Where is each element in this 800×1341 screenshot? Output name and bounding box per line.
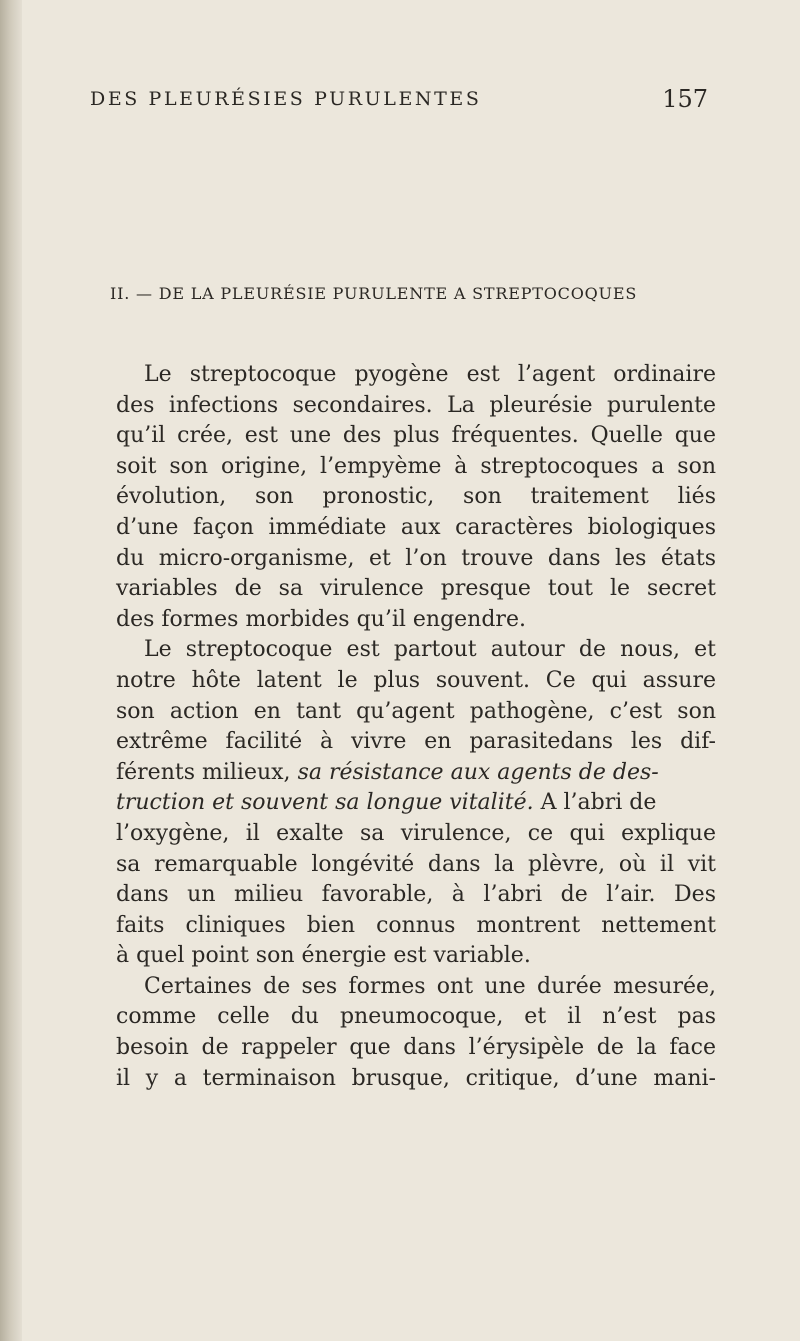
page-number: 157: [662, 85, 708, 113]
running-head: [90, 85, 708, 118]
text-line: l’oxygène, il exalte sa virulence, ce qui explique: [116, 820, 716, 846]
text-line: à quel point son énergie est variable.: [116, 943, 531, 969]
text-line: extrême facilité à vivre en parasitedans les dif-: [116, 729, 716, 755]
text-line: faits cliniques bien connus montrent nettement: [116, 912, 716, 938]
text-line: notre hôte latent le plus souvent. Ce qui assure: [116, 667, 716, 693]
text-line: sa remarquable longévité dans la plèvre, où il vit: [116, 851, 716, 877]
body-text: [116, 360, 716, 1094]
text-line: Le streptocoque est partout autour de nous, et: [144, 637, 716, 663]
italic-text-run: truction et souvent sa longue vitalité.: [116, 790, 534, 816]
text-run: A l’abri de: [540, 790, 657, 816]
section-heading: II. — DE LA PLEURÉSIE PURULENTE A STREPTOCOQUES: [110, 284, 638, 303]
running-title: DES PLEURÉSIES PURULENTES: [90, 88, 482, 110]
text-line: Le streptocoque pyogène est l’agent ordinaire: [144, 362, 716, 387]
text-line: dans un milieu favorable, à l’abri de l’air. Des: [116, 882, 716, 908]
text-line: évolution, son pronostic, son traitement liés: [116, 484, 716, 510]
text-line: [116, 758, 716, 789]
text-line: [116, 788, 716, 819]
text-line: du micro-organisme, et l’on trouve dans les états: [116, 545, 716, 571]
italic-text-run: sa résistance aux agents de des-: [297, 759, 659, 785]
book-spine-edge: [0, 0, 22, 1341]
text-line: comme celle du pneumocoque, et il n’est pas: [116, 1004, 716, 1030]
text-run: férents milieux,: [116, 759, 291, 785]
text-line: des infections secondaires. La pleurésie purulente: [116, 392, 716, 418]
text-line: besoin de rappeler que dans l’érysipèle de la face: [116, 1035, 716, 1061]
text-line: des formes morbides qu’il engendre.: [116, 606, 526, 632]
text-line: Certaines de ses formes ont une durée mesurée,: [144, 973, 716, 999]
text-line: qu’il crée, est une des plus fréquentes. Quelle que: [116, 423, 716, 449]
text-line: soit son origine, l’empyème à streptocoques a son: [116, 453, 716, 479]
text-line: variables de sa virulence presque tout le secret: [116, 576, 716, 602]
text-line: son action en tant qu’agent pathogène, c’est son: [116, 698, 716, 724]
text-line: d’une façon immédiate aux caractères biologiques: [116, 514, 716, 540]
text-line: il y a terminaison brusque, critique, d’une mani-: [116, 1065, 716, 1091]
